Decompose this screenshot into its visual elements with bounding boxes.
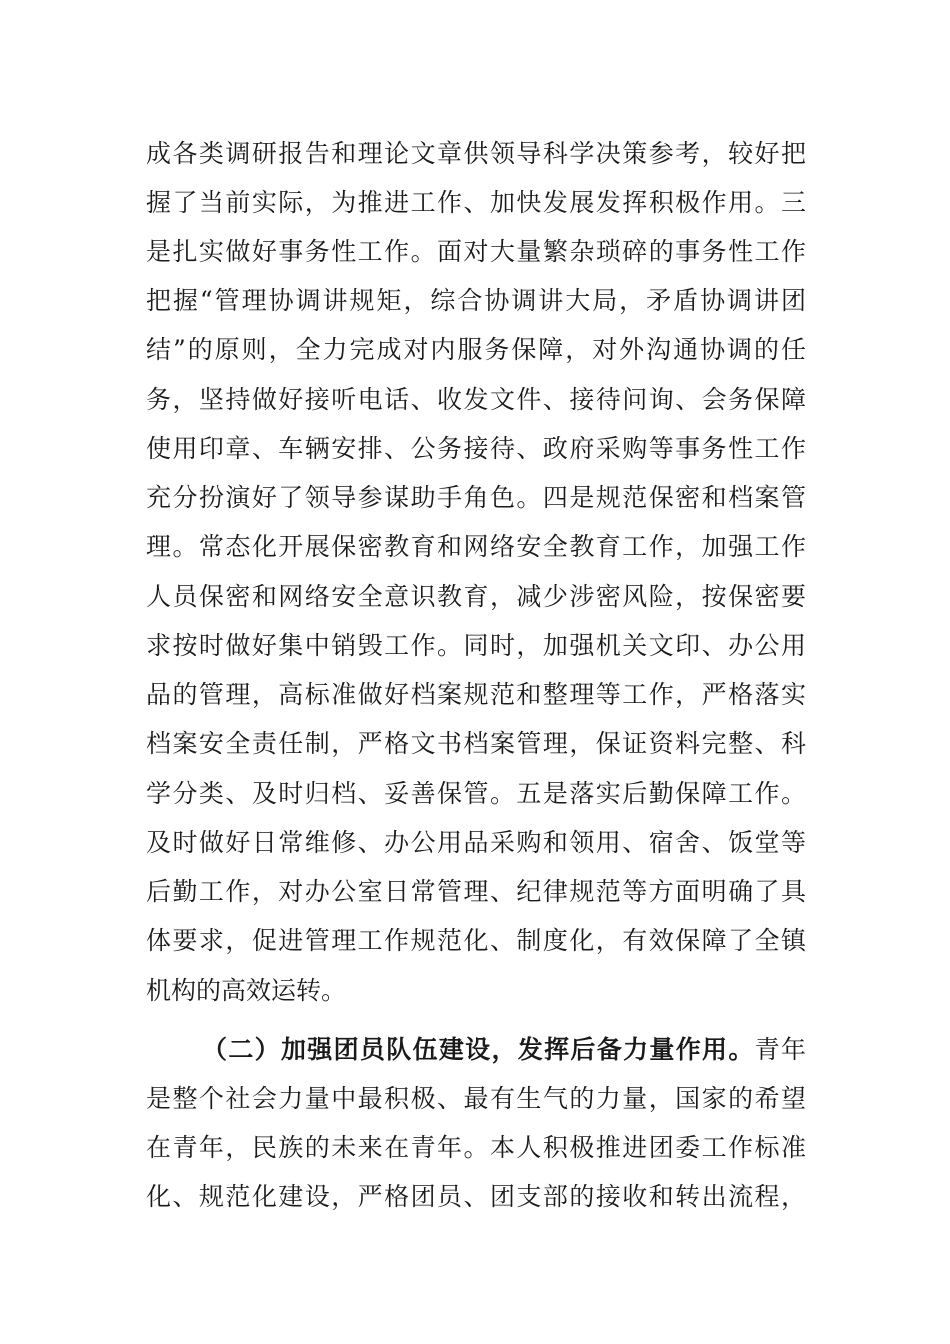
section-heading-line	[202, 1030, 806, 1070]
text-line: 机构的高效运转。	[146, 976, 347, 1005]
text-line: 握了当前实际，为推进工作、加快发展发挥积极作用。三	[146, 188, 806, 217]
section-heading: （二）加强团员队伍建设，发挥后备力量作用。	[202, 1035, 755, 1064]
text-line: 把握“管理协调讲规矩，综合协调讲大局，矛盾协调讲团	[146, 286, 806, 315]
text-line: 成各类调研报告和理论文章供领导科学决策参考，较好把	[146, 139, 806, 168]
text-line: 在青年，民族的未来在青年。本人积极推进团委工作标准	[146, 1133, 806, 1162]
text-line: 品的管理，高标准做好档案规范和整理等工作，严格落实	[146, 680, 806, 709]
text-line: 是扎实做好事务性工作。面对大量繁杂琐碎的事务性工作	[146, 237, 806, 266]
text-line: 求按时做好集中销毁工作。同时，加强机关文印、办公用	[146, 631, 806, 660]
text-line: 档案安全责任制，严格文书档案管理，保证资料完整、科	[146, 729, 806, 758]
text-line: 及时做好日常维修、办公用品采购和领用、宿舍、饭堂等	[146, 828, 806, 857]
text-line: 理。常态化开展保密教育和网络安全教育工作，加强工作	[146, 532, 806, 561]
text-line: 体要求，促进管理工作规范化、制度化，有效保障了全镇	[146, 926, 806, 955]
text-line: 使用印章、车辆安排、公务接待、政府采购等事务性工作	[146, 434, 806, 463]
heading-line-tail: 青年	[754, 1035, 806, 1064]
text-line: 务，坚持做好接听电话、收发文件、接待问询、会务保障	[146, 385, 806, 414]
text-line: 充分扮演好了领导参谋助手角色。四是规范保密和档案管	[146, 483, 806, 512]
text-line: 人员保密和网络安全意识教育，减少涉密风险，按保密要	[146, 582, 806, 611]
text-line: 是整个社会力量中最积极、最有生气的力量，国家的希望	[146, 1084, 806, 1113]
text-line: 结”的原则，全力完成对内服务保障，对外沟通协调的任	[146, 335, 806, 364]
text-line: 后勤工作，对办公室日常管理、纪律规范等方面明确了具	[146, 877, 806, 906]
text-line: 学分类、及时归档、妥善保管。五是落实后勤保障工作。	[146, 779, 806, 808]
text-line: 化、规范化建设，严格团员、团支部的接收和转出流程，	[146, 1182, 806, 1211]
